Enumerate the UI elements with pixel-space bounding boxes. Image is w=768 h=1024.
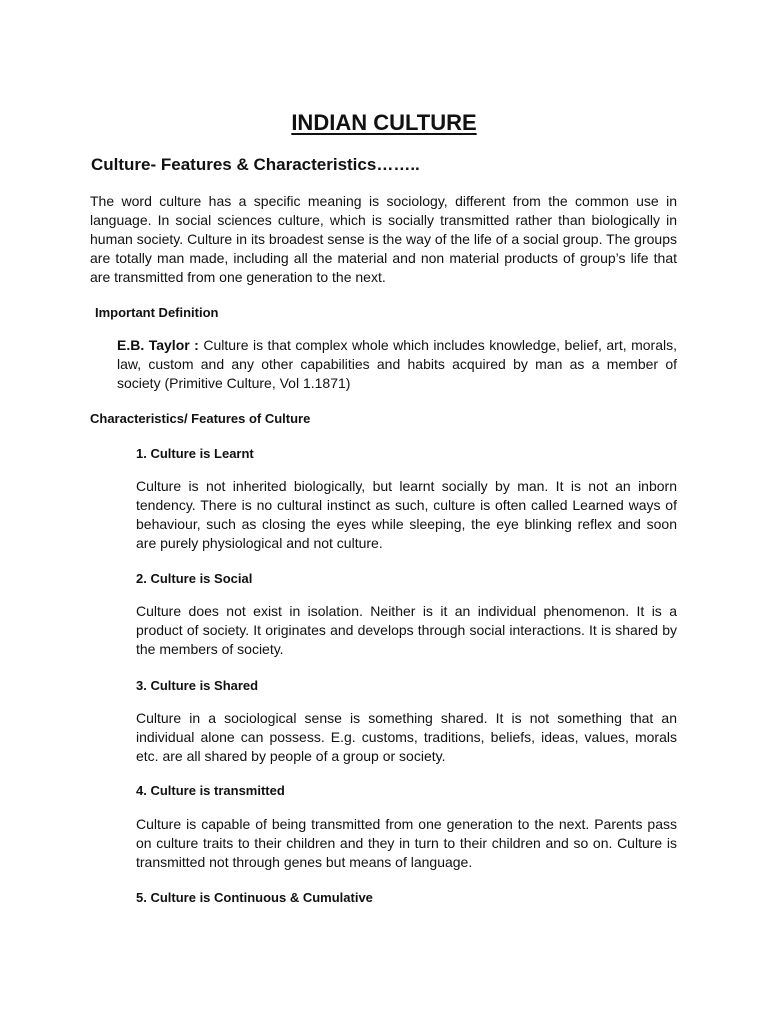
intro-paragraph: The word culture has a specific meaning is sociology, different from the common use in language. In social sciences culture, which is socially transmitted rather than biologically in human society. Culture in its broadest sense is the way of the life of a social group. The groups are totally man made, including all the material and non material products of group’s life that are transmitted from one generation to the next. <box>90 193 677 285</box>
taylor-definition <box>117 336 677 393</box>
document-title: INDIAN CULTURE <box>291 110 477 135</box>
taylor-label: E.B. Taylor : <box>117 337 199 353</box>
item-heading-social: 2. Culture is Social <box>136 571 253 586</box>
characteristics-heading: Characteristics/ Features of Culture <box>90 411 311 426</box>
item-text-shared: Culture in a sociological sense is something shared. It is not something that an individual alone can possess. E.g. customs, traditions, beliefs, ideas, values, morals etc. are all shared by people of a group or society. <box>136 710 677 764</box>
taylor-text: Culture is that complex whole which includes knowledge, belief, art, morals, law, custom and any other capabilities and habits acquired by man as a member of society (Primitive Culture, Vol 1.1871) <box>117 337 677 391</box>
item-text-learnt: Culture is not inherited biologically, but learnt socially by man. It is not an inborn tendency. There is no cultural instinct as such, culture is often called Learned ways of behaviour, such as closing the eyes while sleeping, the eye blinking reflex and soon are purely physiological and not culture. <box>136 478 677 551</box>
item-heading-continuous: 5. Culture is Continuous & Cumulative <box>136 890 373 905</box>
document-subtitle: Culture- Features & Characteristics…….. <box>91 155 420 174</box>
item-heading-learnt: 1. Culture is Learnt <box>136 446 254 461</box>
item-heading-shared: 3. Culture is Shared <box>136 678 259 693</box>
item-text-social: Culture does not exist in isolation. Neither is it an individual phenomenon. It is a product of society. It originates and develops through social interactions. It is shared by the members of society. <box>136 603 677 657</box>
item-text-transmitted: Culture is capable of being transmitted from one generation to the next. Parents pass on culture traits to their children and they in turn to their children and so on. Culture is transmitted not through genes but means of language. <box>136 816 677 870</box>
important-definition-heading: Important Definition <box>95 305 219 320</box>
item-heading-transmitted: 4. Culture is transmitted <box>136 783 285 798</box>
